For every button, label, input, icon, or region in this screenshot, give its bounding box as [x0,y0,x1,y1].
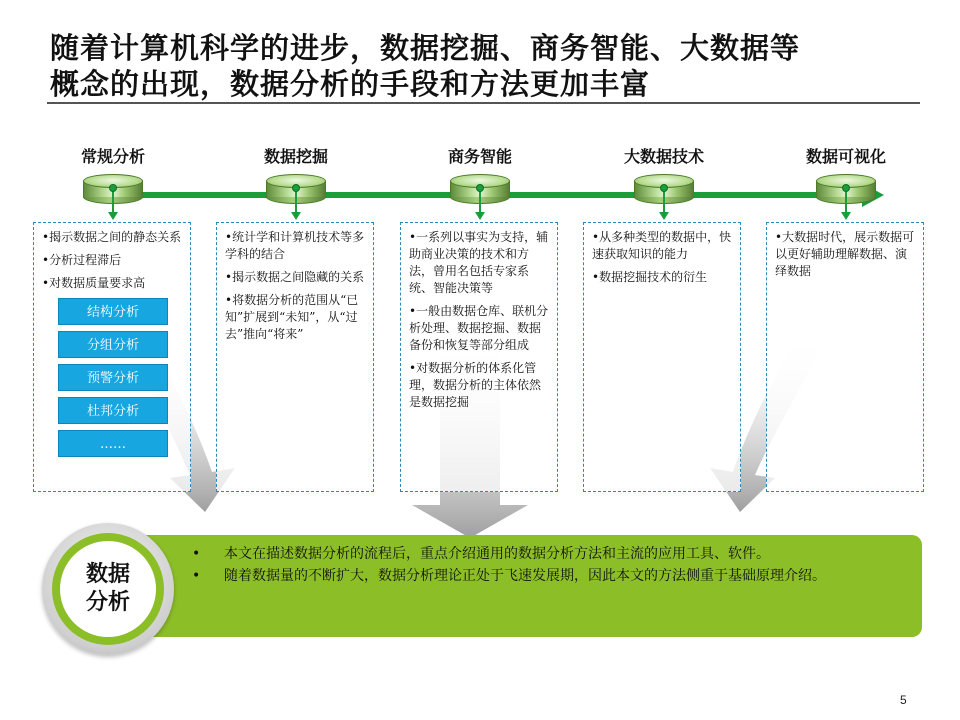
method-list [42,298,184,457]
bullet-text: •大数据时代，展示数据可以更好辅助理解数据、演绎数据 [775,230,915,278]
summary-circle [60,541,156,637]
stage-label: 常规分析 [80,147,145,166]
title-divider [47,102,920,104]
bullet-text: •统计学和计算机技术等多学科的结合 [225,230,365,261]
title-line-1: 随着计算机科学的进步，数据挖掘、商务智能、大数据等 [50,31,801,65]
bullet-dot: • [192,546,201,562]
down-arrow-icon [475,212,485,220]
bullet-text: •从多种类型的数据中，快速获取知识的能力 [592,230,732,261]
bullet-dot: • [192,568,201,584]
bullet-text: •一系列以事实为支持，辅助商业决策的技术和方法，曾用名包括专家系统、智能决策等 [409,230,549,295]
stem-line [295,190,297,214]
stem-line [479,190,481,214]
summary-point-text: 随着数据量的不断扩大，数据分析理论正处于飞速发展期，因此本文的方法侧重于基础原理介绍。 [224,568,826,584]
summary-points [188,544,908,588]
down-arrow-icon [659,212,669,220]
down-arrow-icon [108,212,118,220]
stage-label: 大数据技术 [623,147,704,166]
stem-line [845,190,847,214]
summary-point-text: 本文在描述数据分析的流程后，重点介绍通用的数据分析方法和主流的应用工具、软件。 [224,546,770,562]
box-visualization [766,222,924,492]
summary-point [188,544,908,565]
page-number: 5 [900,693,907,707]
box-conventional-analysis [33,222,191,492]
page-title [50,30,930,102]
bullet-text: •揭示数据之间隐藏的关系 [225,270,365,284]
bullet-text: •分析过程滞后 [42,253,122,267]
bullet-text: •对数据质量要求高 [42,276,146,290]
box-business-intelligence [400,222,558,492]
stem-line [663,190,665,214]
stage-label: 数据挖掘 [263,147,328,166]
summary-point [188,566,908,587]
method-warning-analysis[interactable]: 预警分析 [58,364,168,391]
box-data-mining [216,222,374,492]
down-arrow-icon [841,212,851,220]
bullet-text: •一般由数据仓库、联机分析处理、数据挖掘、数据备份和恢复等部分组成 [409,304,549,352]
bullet-text: •对数据分析的体系化管理，数据分析的主体依然是数据挖掘 [409,361,542,409]
bullet-text: •将数据分析的范围从“已知”扩展到“未知”，从“过去”推向“将来” [225,293,359,341]
down-arrow-icon [291,212,301,220]
stem-line [112,190,114,214]
title-line-2: 概念的出现，数据分析的手段和方法更加丰富 [50,67,651,101]
bullet-text: •揭示数据之间的静态关系 [42,230,182,244]
bullet-text: •数据挖掘技术的衍生 [592,270,708,284]
method-group-analysis[interactable]: 分组分析 [58,331,168,358]
box-big-data [583,222,741,492]
stage-label: 商务智能 [447,147,512,166]
method-more[interactable]: …… [58,430,168,457]
method-dupont-analysis[interactable]: 杜邦分析 [58,397,168,424]
method-structure-analysis[interactable]: 结构分析 [58,298,168,325]
stage-label: 数据可视化 [805,147,886,166]
summary-circle-label: 数据分析 [85,562,130,615]
